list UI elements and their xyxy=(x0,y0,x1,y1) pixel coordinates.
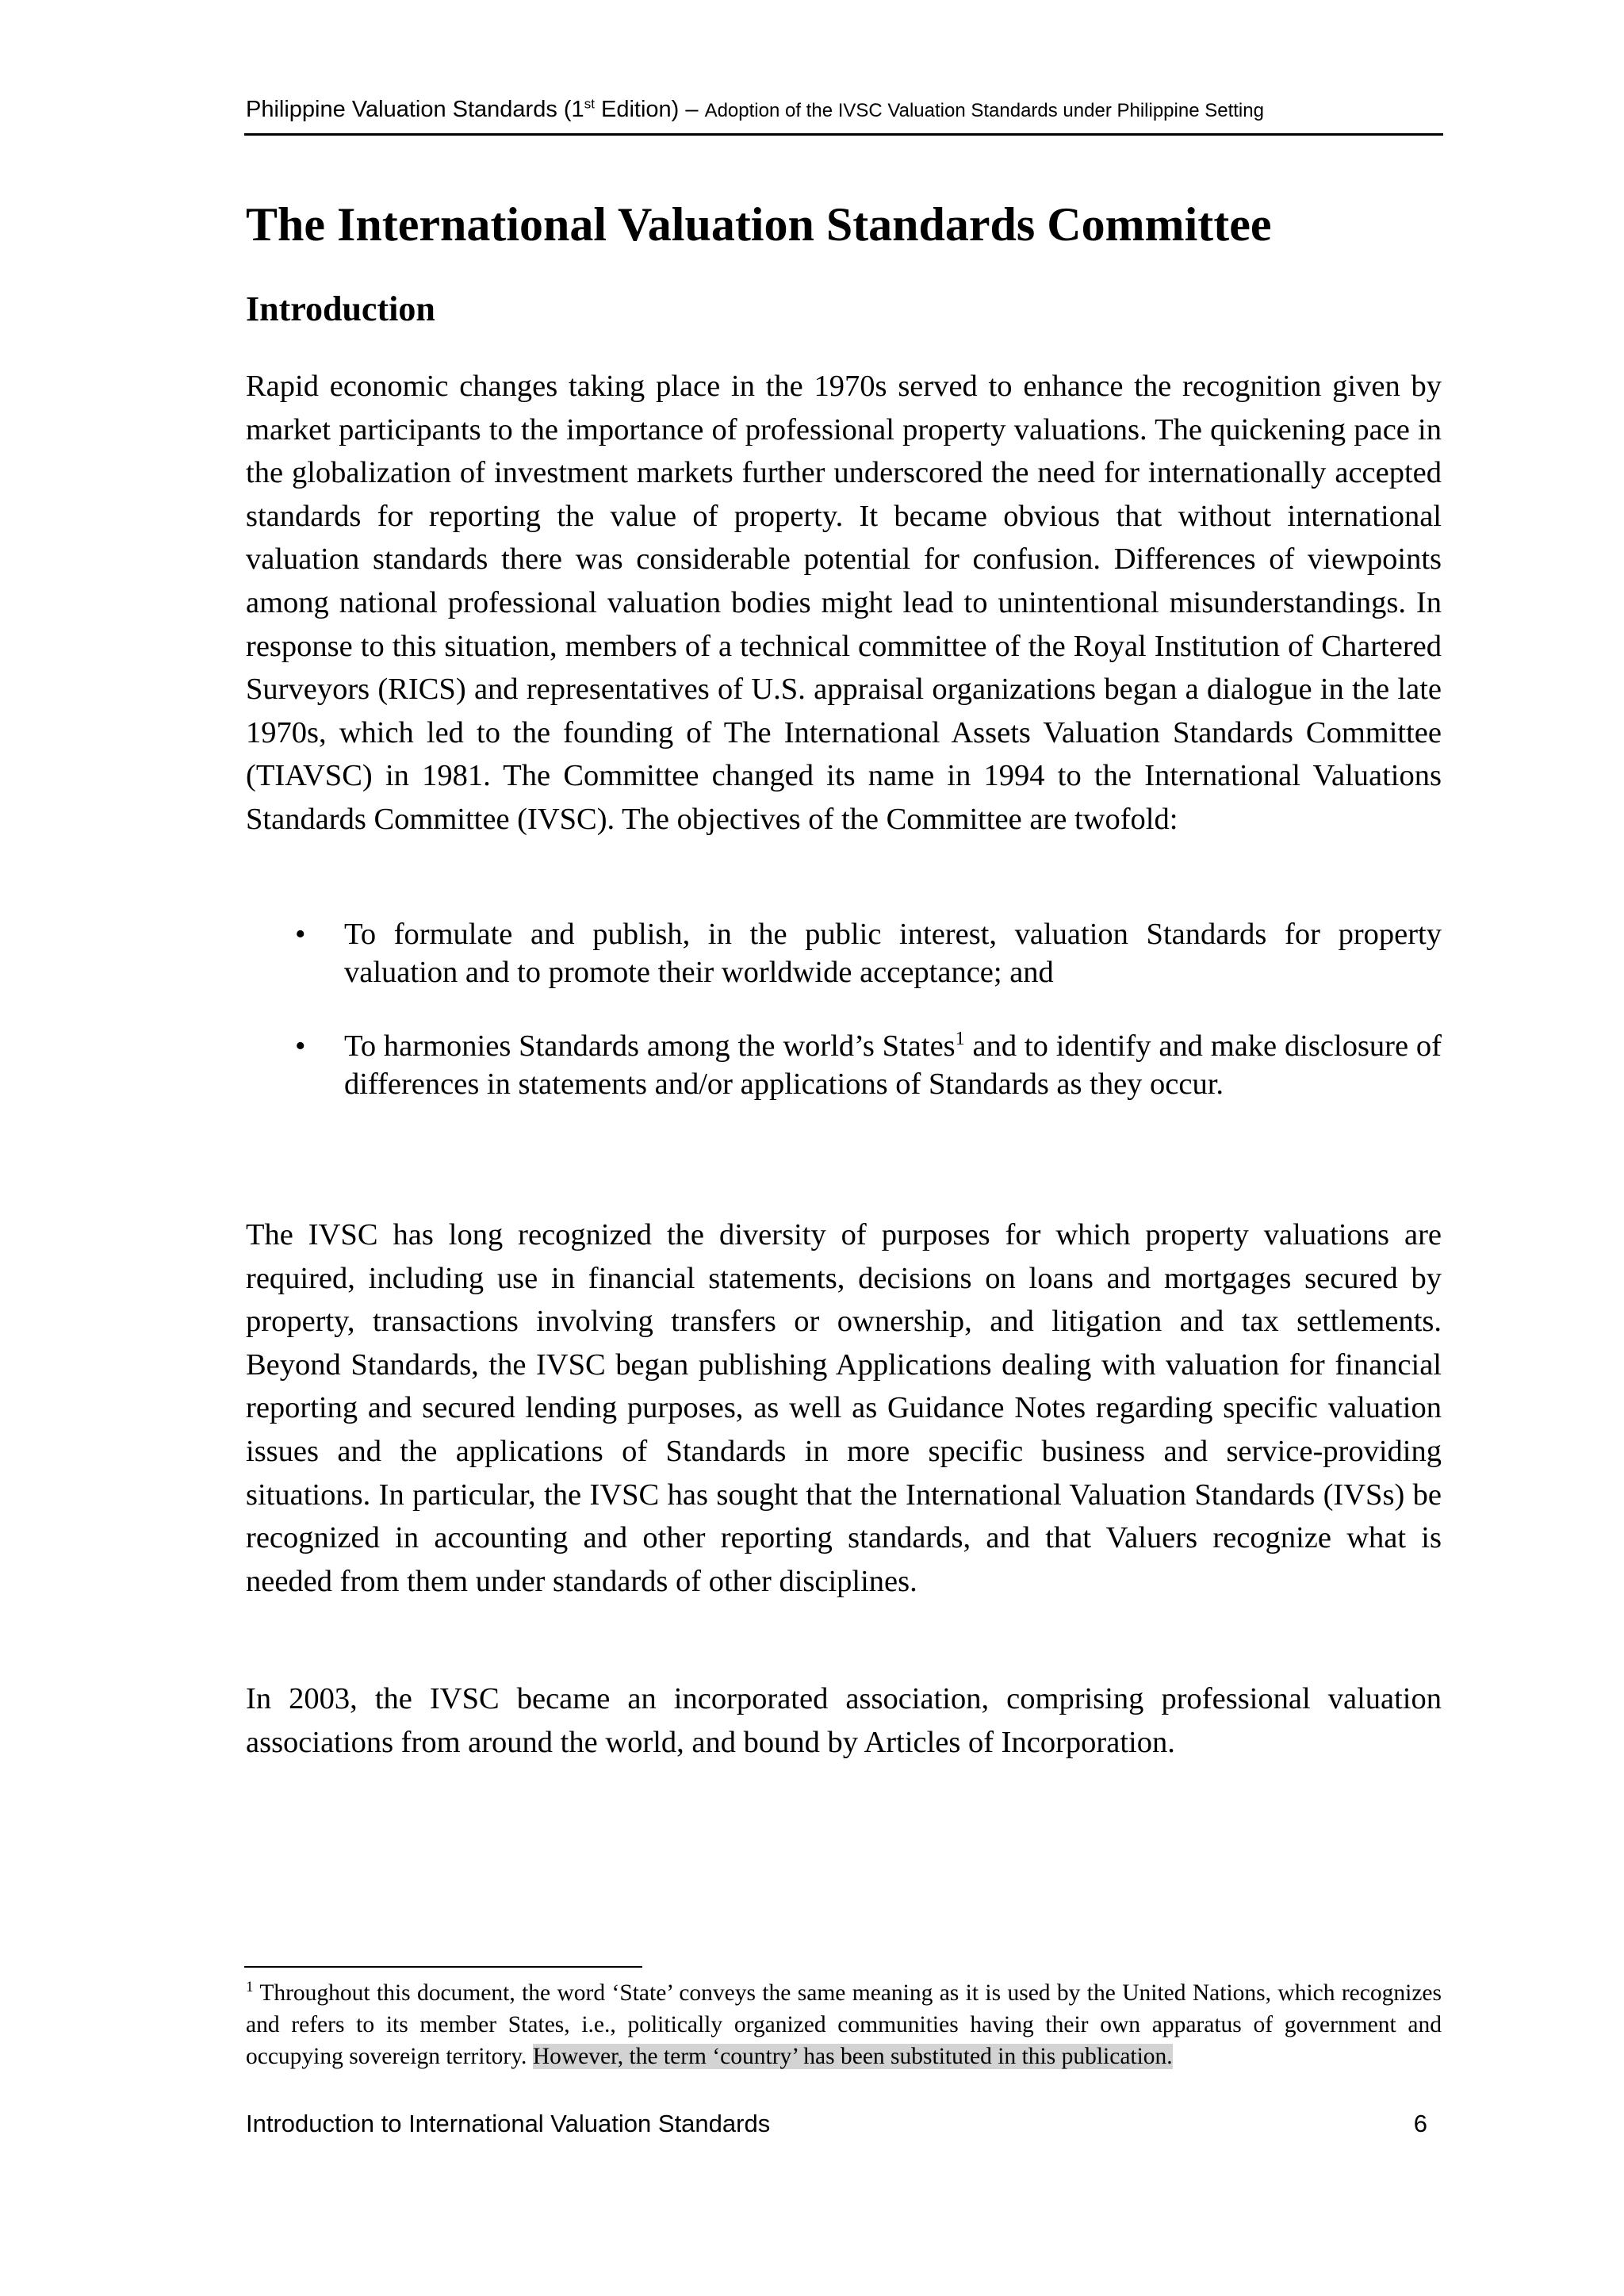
paragraph-2: The IVSC has long recognized the diversity of purposes for which property valuations are required, including use in financial statements, decisions on loans and mortgages secured by property, transactions involving transfers or ownership, and litigation and tax settlements. Beyond Standards, the IVSC began publishing Applications dealing with valuation for financial reporting and secured lending purposes, as well as Guidance Notes regarding specific valuation issues and the applications of Standards in more specific business and service-providing situations. In particular, the IVSC has sought that the International Valuation Standards (IVSs) be recognized in accounting and other reporting standards, and that Valuers recognize what is needed from them under standards of other disciplines. xyxy=(246,1218,1442,1598)
bullet-icon: • xyxy=(295,1029,306,1063)
paragraph-3: In 2003, the IVSC became an incorporated association, comprising professional valuation associations from around the world, and bound by Articles of Incorporation. xyxy=(246,1682,1442,1759)
footnote-highlighted-text: However, the term ‘country’ has been substituted in this publication. xyxy=(532,2044,1173,2069)
bullet-text-2 xyxy=(344,1029,1442,1101)
bullet-text-2-end: and to identify and make disclosure of differences in statements and/or applications of Standards as they occur. xyxy=(344,1029,1442,1101)
header-title-part2: Edition) – xyxy=(594,97,705,122)
bullet-text-1: To formulate and publish, in the public interest, valuation Standards for property valuation and to promote their worldwide acceptance; and xyxy=(344,918,1442,989)
footnote xyxy=(246,1977,1442,2072)
list-item xyxy=(246,1028,1442,1103)
footnote-separator xyxy=(244,1966,642,1968)
page-number: 6 xyxy=(1413,2110,1427,2137)
header-rule xyxy=(244,133,1443,136)
header-subtitle: Adoption of the IVSC Valuation Standards under Philippine Setting xyxy=(704,100,1264,121)
footnote-number: 1 xyxy=(246,1979,254,1996)
running-header xyxy=(246,94,1442,127)
footer-title: Introduction to International Valuation Standards xyxy=(246,2110,771,2137)
bullet-text-2-start: To harmonies Standards among the world’s States xyxy=(344,1029,956,1063)
bullet-icon: • xyxy=(295,918,306,951)
list-item xyxy=(246,916,1442,991)
footnote-reference[interactable]: 1 xyxy=(955,1029,965,1050)
running-footer xyxy=(246,2108,1427,2140)
page-title: The International Valuation Standards Committee xyxy=(246,198,1272,251)
header-title-part1: Philippine Valuation Standards (1 xyxy=(246,97,584,122)
section-heading: Introduction xyxy=(246,289,435,328)
objectives-list xyxy=(246,916,1442,1140)
header-edition-superscript: st xyxy=(584,96,595,112)
footnote-text: Throughout this document, the word ‘State’ conveys the same meaning as it is used by the United Nations, which recognizes and refers to its member States, i.e., politically organized communities having their own apparatus of government and occupying sovereign territory. xyxy=(246,1980,1442,2069)
paragraph-1: Rapid economic changes taking place in the 1970s served to enhance the recognition given by market participants to the importance of professional property valuations. The quickening pace in the globalization of investment markets further underscored the need for internationally accepted standards for reporting the value of property. It became obvious that without international valuation standards there was considerable potential for confusion. Differences of viewpoints among national professional valuation bodies might lead to unintentional misunderstandings. In response to this situation, members of a technical committee of the Royal Institution of Chartered Surveyors (RICS) and representatives of U.S. appraisal organizations began a dialogue in the late 1970s, which led to the founding of The International Assets Valuation Standards Committee (TIAVSC) in 1981. The Committee changed its name in 1994 to the International Valuations Standards Committee (IVSC). The objectives of the Committee are twofold: xyxy=(246,370,1442,836)
